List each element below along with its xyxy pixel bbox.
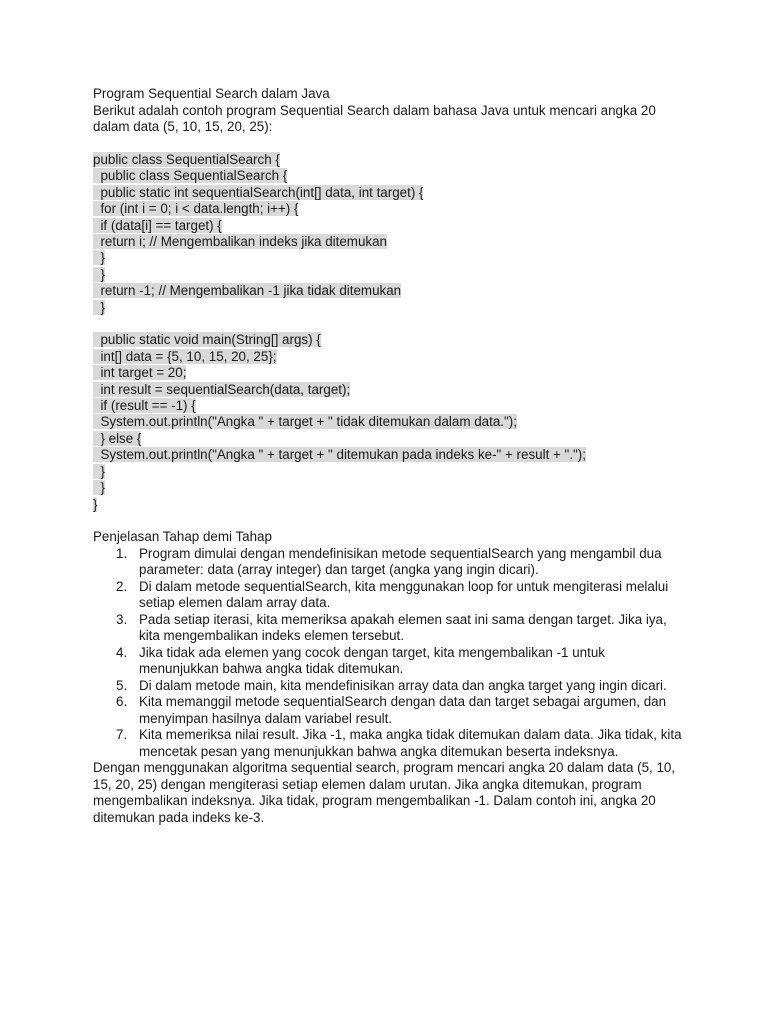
code-line-text: int target = 20; xyxy=(93,365,187,381)
code-line-text: } xyxy=(93,299,105,315)
code-line xyxy=(93,316,683,332)
code-line-text: } xyxy=(93,266,105,282)
code-line-text: if (result == -1) { xyxy=(93,398,196,414)
list-item-number: 3. xyxy=(116,611,128,627)
code-line xyxy=(93,152,683,168)
code-line xyxy=(93,365,683,381)
list-item xyxy=(93,546,683,579)
code-line xyxy=(93,382,683,398)
list-item xyxy=(93,678,683,695)
list-item-number: 1. xyxy=(116,545,128,561)
code-line-text: public class SequentialSearch { xyxy=(93,152,280,167)
steps-list xyxy=(93,546,683,761)
list-item-text: Program dimulai dengan mendefinisikan metode sequentialSearch yang mengambil dua parameter: data (array integer) dan target (angka yang ingin dicari). xyxy=(139,545,662,578)
code-line xyxy=(93,201,683,217)
code-line-text: System.out.println("Angka " + target + " ditemukan pada indeks ke-" + result + "."); xyxy=(93,447,586,463)
code-line-text: return i; // Mengembalikan indeks jika ditemukan xyxy=(93,234,387,250)
code-line-text: public class SequentialSearch { xyxy=(93,168,288,184)
code-line-text: public static int sequentialSearch(int[] data, int target) { xyxy=(93,184,424,200)
code-line-text: public static void main(String[] args) { xyxy=(93,332,321,348)
code-line-text: if (data[i] == target) { xyxy=(93,217,222,233)
code-line-text: } xyxy=(93,463,105,479)
list-item-number: 7. xyxy=(116,727,128,743)
code-line-text: return -1; // Mengembalikan -1 jika tidak ditemukan xyxy=(93,283,402,299)
code-line xyxy=(93,168,683,184)
code-line xyxy=(93,431,683,447)
document-title: Program Sequential Search dalam Java xyxy=(93,86,330,101)
list-item-text: Kita memanggil metode sequentialSearch dengan data dan target sebagai argumen, dan menyimpan hasilnya dalam variabel result. xyxy=(139,694,667,726)
list-item xyxy=(93,612,683,645)
code-block xyxy=(93,152,683,513)
code-line xyxy=(93,300,683,316)
code-line xyxy=(93,414,683,430)
code-line xyxy=(93,497,683,513)
list-item-number: 4. xyxy=(116,644,128,660)
spacer xyxy=(93,513,683,530)
list-item-text: Jika tidak ada elemen yang cocok dengan target, kita mengembalikan -1 untuk menunjukkan bahwa angka tidak ditemukan. xyxy=(139,644,605,677)
list-item-text: Di dalam metode sequentialSearch, kita menggunakan loop for untuk mengiterasi melalui setiap elemen dalam array data. xyxy=(139,578,669,611)
steps-heading: Penjelasan Tahap demi Tahap xyxy=(93,529,272,545)
code-line-text: } xyxy=(93,480,105,496)
list-item xyxy=(93,645,683,678)
intro-paragraph: Berikut adalah contoh program Sequential Search dalam bahasa Java untuk mencari angka 20 dalam data (5, 10, 15, 20, 25): xyxy=(93,102,656,134)
code-line xyxy=(93,283,683,299)
code-line-text: for (int i = 0; i < data.length; i++) { xyxy=(93,201,299,217)
code-line xyxy=(93,332,683,348)
list-item-number: 5. xyxy=(116,677,128,693)
code-line-text: } xyxy=(93,250,105,266)
code-line-text: System.out.println("Angka " + target + " tidak ditemukan dalam data."); xyxy=(93,414,517,430)
list-item xyxy=(93,727,683,760)
code-line-text: } xyxy=(93,496,98,512)
code-line xyxy=(93,185,683,201)
code-line xyxy=(93,250,683,266)
code-line-text: int[] data = {5, 10, 15, 20, 25}; xyxy=(93,348,277,364)
list-item-number: 2. xyxy=(116,578,128,594)
code-line xyxy=(93,398,683,414)
list-item-text: Di dalam metode main, kita mendefinisikan array data dan angka target yang ingin dicari. xyxy=(139,677,667,693)
code-line xyxy=(93,349,683,365)
code-line-text: int result = sequentialSearch(data, target); xyxy=(93,381,351,397)
code-line xyxy=(93,267,683,283)
list-item xyxy=(93,694,683,727)
conclusion-paragraph: Dengan menggunakan algoritma sequential search, program mencari angka 20 dalam data (5, 10, 15, 20, 25) dengan mengiterasi setiap elemen dalam urutan. Jika angka ditemukan, program mengembalikan indeksnya. Jika tidak, program mengembalikan -1. Dalam contoh ini, angka 20 ditemukan pada indeks ke-3. xyxy=(93,760,676,825)
list-item-text: Kita memeriksa nilai result. Jika -1, maka angka tidak ditemukan dalam data. Jika tidak, kita mencetak pesan yang menunjukkan bahwa angka ditemukan beserta indeksnya. xyxy=(139,727,682,759)
list-item xyxy=(93,579,683,612)
spacer xyxy=(93,136,683,153)
code-line xyxy=(93,218,683,234)
list-item-text: Pada setiap iterasi, kita memeriksa apakah elemen saat ini sama dengan target. Jika iya, kita mengembalikan indeks elemen tersebut. xyxy=(139,611,667,644)
code-line xyxy=(93,464,683,480)
code-line xyxy=(93,234,683,250)
code-line xyxy=(93,480,683,496)
code-line xyxy=(93,447,683,463)
list-item-number: 6. xyxy=(116,694,128,710)
code-line-text: } else { xyxy=(93,430,142,446)
document-page xyxy=(93,86,683,826)
